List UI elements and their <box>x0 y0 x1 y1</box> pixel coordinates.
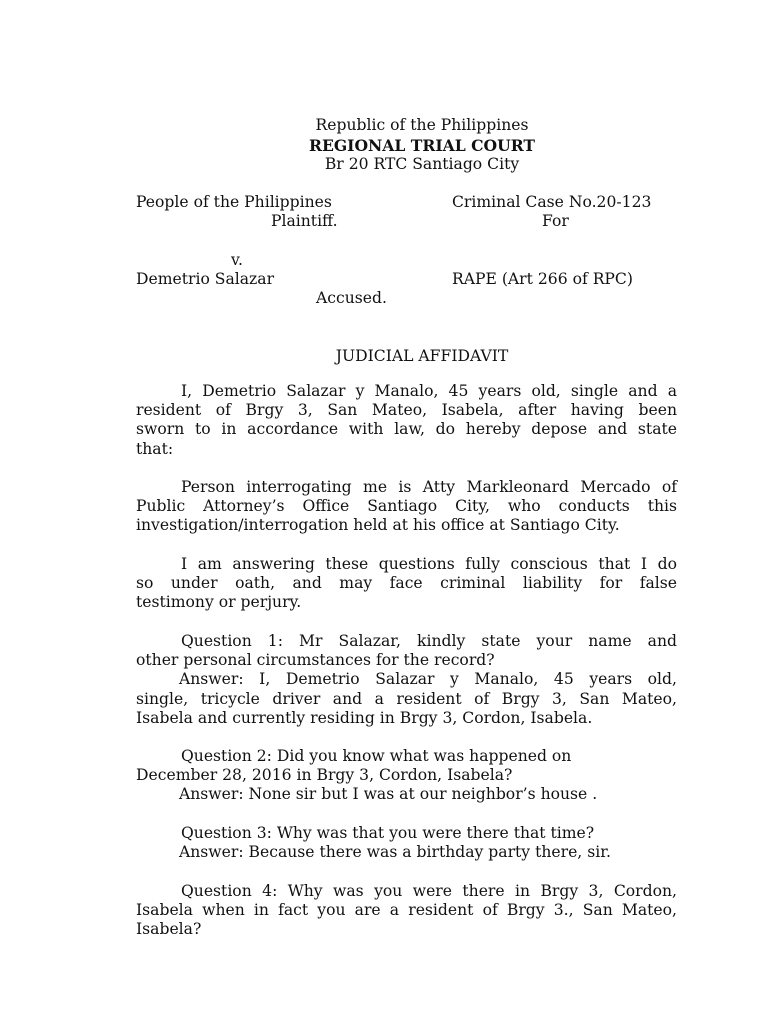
question-3-line: Question 3: Why was that you were there that time? <box>181 824 595 842</box>
case-number: Criminal Case No.20-123 <box>452 193 652 211</box>
intro-line: that: <box>136 439 174 458</box>
answer-1-line: Answer: I, Demetrio Salazar y Manalo, 45 years old, <box>179 670 677 689</box>
intro-line: I, Demetrio Salazar y Manalo, 45 years old, single and a <box>181 382 677 400</box>
question-4-line: Isabela? <box>136 920 202 939</box>
question-1-block <box>136 632 677 728</box>
document-title: JUDICIAL AFFIDAVIT <box>335 347 509 365</box>
intro-paragraph <box>136 382 677 459</box>
answer-1-line: Isabela and currently residing in Brgy 3, Cordon, Isabela. <box>136 708 593 727</box>
answer-1-line: single, tricycle driver and a resident of Brgy 3, San Mateo, <box>136 689 677 708</box>
oath-line: testimony or perjury. <box>136 593 302 612</box>
versus-label: v. <box>231 251 243 269</box>
oath-line: I am answering these questions fully conscious that I do <box>181 555 677 573</box>
question-1-line: other personal circumstances for the record? <box>136 651 495 670</box>
question-4-block <box>136 882 677 940</box>
oath-paragraph <box>136 555 677 613</box>
plaintiff-name: People of the Philippines <box>136 193 332 211</box>
question-1-line: Question 1: Mr Salazar, kindly state your name and <box>181 632 677 650</box>
question-2-block <box>136 747 677 805</box>
plaintiff-label: Plaintiff. <box>271 212 338 230</box>
header-branch: Br 20 RTC Santiago City <box>324 155 520 173</box>
answer-3-line: Answer: Because there was a birthday party there, sir. <box>179 843 611 862</box>
header-court: REGIONAL TRIAL COURT <box>308 136 536 155</box>
intro-line: sworn to in accordance with law, do hereby depose and state <box>136 420 677 439</box>
interrogator-line: investigation/interrogation held at his office at Santiago City. <box>136 516 620 535</box>
intro-line: resident of Brgy 3, San Mateo, Isabela, after having been <box>136 401 677 420</box>
interrogator-paragraph <box>136 478 677 536</box>
interrogator-line: Person interrogating me is Atty Markleonard Mercado of <box>181 478 677 496</box>
question-2-line: Question 2: Did you know what was happened on <box>181 747 572 765</box>
for-label: For <box>542 212 569 230</box>
answer-2-line: Answer: None sir but I was at our neighbor’s house . <box>179 785 598 804</box>
header-republic: Republic of the Philippines <box>315 116 529 134</box>
accused-name: Demetrio Salazar <box>136 270 275 288</box>
question-4-line: Question 4: Why was you were there in Brgy 3, Cordon, <box>181 882 677 900</box>
oath-line: so under oath, and may face criminal liability for false <box>136 574 677 593</box>
question-4-line: Isabela when in fact you are a resident of Brgy 3., San Mateo, <box>136 901 677 920</box>
offense-label: RAPE (Art 266 of RPC) <box>452 270 633 288</box>
accused-label: Accused. <box>316 289 387 307</box>
question-2-line: December 28, 2016 in Brgy 3, Cordon, Isabela? <box>136 766 513 785</box>
interrogator-line: Public Attorney’s Office Santiago City, who conducts this <box>136 497 677 516</box>
question-3-block <box>136 824 677 862</box>
